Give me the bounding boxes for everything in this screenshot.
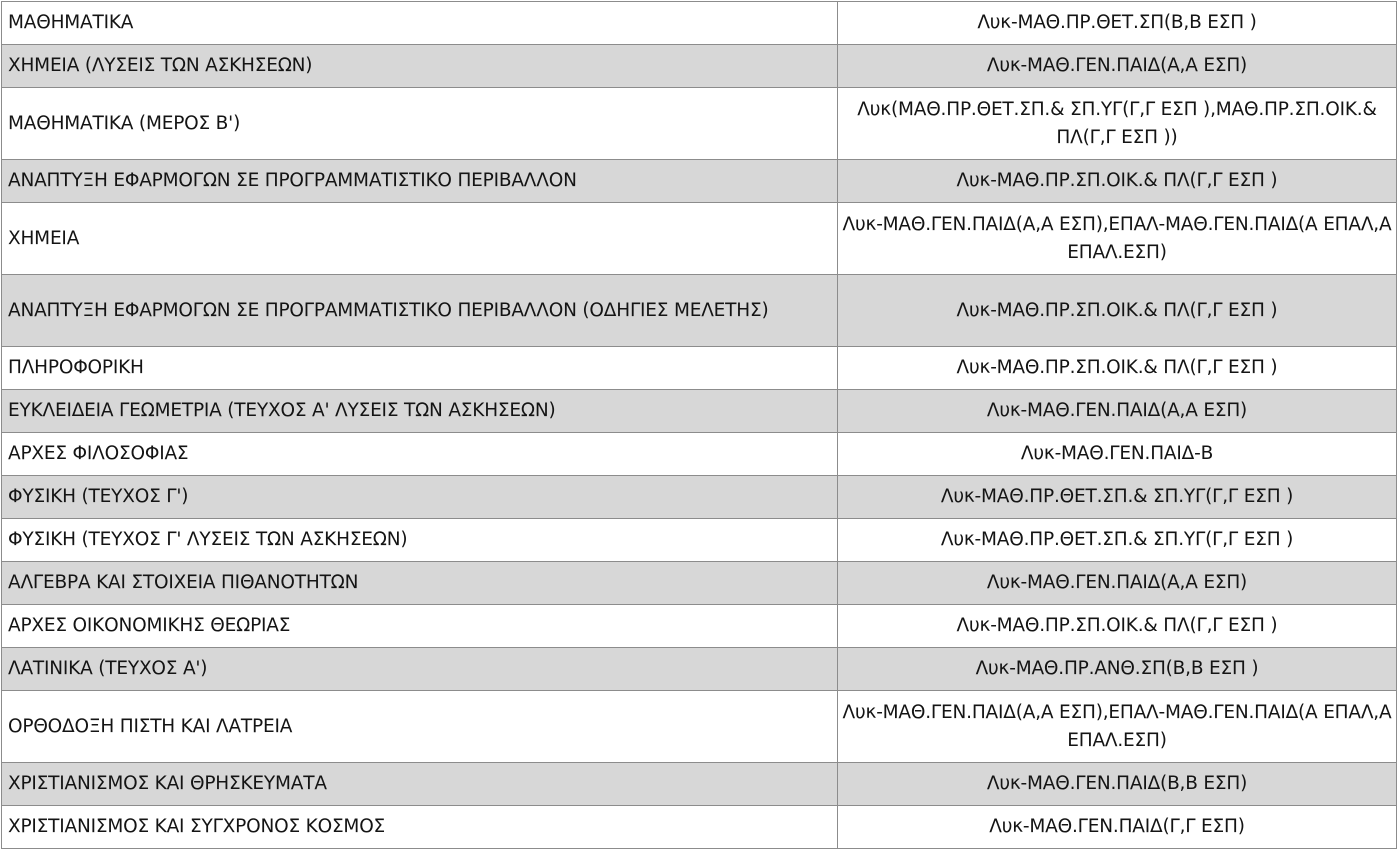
table-row[interactable] bbox=[2, 2, 1397, 45]
course-info: Λυκ-ΜΑΘ.ΠΡ.ΑΝΘ.ΣΠ(Β,Β ΕΣΠ ) bbox=[838, 648, 1397, 691]
book-title[interactable]: ΕΥΚΛΕΙΔΕΙΑ ΓΕΩΜΕΤΡΙΑ (ΤΕΥΧΟΣ Α' ΛΥΣΕΙΣ ΤΩΝ ΑΣΚΗΣΕΩΝ) bbox=[2, 390, 838, 433]
table-row[interactable] bbox=[2, 519, 1397, 562]
book-title[interactable]: ΧΗΜΕΙΑ (ΛΥΣΕΙΣ ΤΩΝ ΑΣΚΗΣΕΩΝ) bbox=[2, 45, 838, 88]
course-info: Λυκ(ΜΑΘ.ΠΡ.ΘΕΤ.ΣΠ.& ΣΠ.ΥΓ(Γ,Γ ΕΣΠ ),ΜΑΘ.ΠΡ.ΣΠ.ΟΙΚ.& ΠΛ(Γ,Γ ΕΣΠ )) bbox=[838, 88, 1397, 160]
book-title[interactable]: ΜΑΘΗΜΑΤΙΚΑ bbox=[2, 2, 838, 45]
book-title[interactable]: ΑΡΧΕΣ ΦΙΛΟΣΟΦΙΑΣ bbox=[2, 433, 838, 476]
table-row[interactable] bbox=[2, 203, 1397, 275]
course-info: Λυκ-ΜΑΘ.ΠΡ.ΣΠ.ΟΙΚ.& ΠΛ(Γ,Γ ΕΣΠ ) bbox=[838, 160, 1397, 203]
book-title[interactable]: ΛΑΤΙΝΙΚΑ (ΤΕΥΧΟΣ Α') bbox=[2, 648, 838, 691]
table-row[interactable] bbox=[2, 160, 1397, 203]
book-title[interactable]: ΑΡΧΕΣ ΟΙΚΟΝΟΜΙΚΗΣ ΘΕΩΡΙΑΣ bbox=[2, 605, 838, 648]
course-info: Λυκ-ΜΑΘ.ΠΡ.ΘΕΤ.ΣΠ.& ΣΠ.ΥΓ(Γ,Γ ΕΣΠ ) bbox=[838, 476, 1397, 519]
course-info: Λυκ-ΜΑΘ.ΠΡ.ΘΕΤ.ΣΠ(Β,Β ΕΣΠ ) bbox=[838, 2, 1397, 45]
table-row[interactable] bbox=[2, 88, 1397, 160]
course-info: Λυκ-ΜΑΘ.ΓΕΝ.ΠΑΙΔ(Α,Α ΕΣΠ) bbox=[838, 45, 1397, 88]
table-row[interactable] bbox=[2, 763, 1397, 806]
book-title[interactable]: ΑΛΓΕΒΡΑ ΚΑΙ ΣΤΟΙΧΕΙΑ ΠΙΘΑΝΟΤΗΤΩΝ bbox=[2, 562, 838, 605]
course-info: Λυκ-ΜΑΘ.ΓΕΝ.ΠΑΙΔ(Β,Β ΕΣΠ) bbox=[838, 763, 1397, 806]
table-row[interactable] bbox=[2, 648, 1397, 691]
course-info: Λυκ-ΜΑΘ.ΠΡ.ΣΠ.ΟΙΚ.& ΠΛ(Γ,Γ ΕΣΠ ) bbox=[838, 605, 1397, 648]
book-title[interactable]: ΑΝΑΠΤΥΞΗ ΕΦΑΡΜΟΓΩΝ ΣΕ ΠΡΟΓΡΑΜΜΑΤΙΣΤΙΚΟ ΠΕΡΙΒΑΛΛΟΝ (ΟΔΗΓΙΕΣ ΜΕΛΕΤΗΣ) bbox=[2, 275, 838, 347]
course-info: Λυκ-ΜΑΘ.ΓΕΝ.ΠΑΙΔ-Β bbox=[838, 433, 1397, 476]
course-info: Λυκ-ΜΑΘ.ΓΕΝ.ΠΑΙΔ(Γ,Γ ΕΣΠ) bbox=[838, 806, 1397, 849]
course-info: Λυκ-ΜΑΘ.ΠΡ.ΣΠ.ΟΙΚ.& ΠΛ(Γ,Γ ΕΣΠ ) bbox=[838, 347, 1397, 390]
course-info: Λυκ-ΜΑΘ.ΓΕΝ.ΠΑΙΔ(Α,Α ΕΣΠ),ΕΠΑΛ-ΜΑΘ.ΓΕΝ.ΠΑΙΔ(Α ΕΠΑΛ,Α ΕΠΑΛ.ΕΣΠ) bbox=[838, 203, 1397, 275]
book-title[interactable]: ΟΡΘΟΔΟΞΗ ΠΙΣΤΗ ΚΑΙ ΛΑΤΡΕΙΑ bbox=[2, 691, 838, 763]
table-row[interactable] bbox=[2, 691, 1397, 763]
book-title[interactable]: ΜΑΘΗΜΑΤΙΚΑ (ΜΕΡΟΣ Β') bbox=[2, 88, 838, 160]
books-table-body bbox=[2, 2, 1397, 849]
book-title[interactable]: ΧΡΙΣΤΙΑΝΙΣΜΟΣ ΚΑΙ ΣΥΓΧΡΟΝΟΣ ΚΟΣΜΟΣ bbox=[2, 806, 838, 849]
table-row[interactable] bbox=[2, 433, 1397, 476]
table-row[interactable] bbox=[2, 45, 1397, 88]
table-row[interactable] bbox=[2, 275, 1397, 347]
book-title[interactable]: ΑΝΑΠΤΥΞΗ ΕΦΑΡΜΟΓΩΝ ΣΕ ΠΡΟΓΡΑΜΜΑΤΙΣΤΙΚΟ ΠΕΡΙΒΑΛΛΟΝ bbox=[2, 160, 838, 203]
table-row[interactable] bbox=[2, 476, 1397, 519]
course-info: Λυκ-ΜΑΘ.ΠΡ.ΣΠ.ΟΙΚ.& ΠΛ(Γ,Γ ΕΣΠ ) bbox=[838, 275, 1397, 347]
table-row[interactable] bbox=[2, 562, 1397, 605]
table-row[interactable] bbox=[2, 806, 1397, 849]
book-title[interactable]: ΧΗΜΕΙΑ bbox=[2, 203, 838, 275]
table-row[interactable] bbox=[2, 390, 1397, 433]
course-info: Λυκ-ΜΑΘ.ΠΡ.ΘΕΤ.ΣΠ.& ΣΠ.ΥΓ(Γ,Γ ΕΣΠ ) bbox=[838, 519, 1397, 562]
course-info: Λυκ-ΜΑΘ.ΓΕΝ.ΠΑΙΔ(Α,Α ΕΣΠ) bbox=[838, 562, 1397, 605]
book-title[interactable]: ΠΛΗΡΟΦΟΡΙΚΗ bbox=[2, 347, 838, 390]
book-title[interactable]: ΦΥΣΙΚΗ (ΤΕΥΧΟΣ Γ') bbox=[2, 476, 838, 519]
table-row[interactable] bbox=[2, 605, 1397, 648]
course-info: Λυκ-ΜΑΘ.ΓΕΝ.ΠΑΙΔ(Α,Α ΕΣΠ),ΕΠΑΛ-ΜΑΘ.ΓΕΝ.ΠΑΙΔ(Α ΕΠΑΛ,Α ΕΠΑΛ.ΕΣΠ) bbox=[838, 691, 1397, 763]
book-title[interactable]: ΧΡΙΣΤΙΑΝΙΣΜΟΣ ΚΑΙ ΘΡΗΣΚΕΥΜΑΤΑ bbox=[2, 763, 838, 806]
course-info: Λυκ-ΜΑΘ.ΓΕΝ.ΠΑΙΔ(Α,Α ΕΣΠ) bbox=[838, 390, 1397, 433]
table-row[interactable] bbox=[2, 347, 1397, 390]
book-title[interactable]: ΦΥΣΙΚΗ (ΤΕΥΧΟΣ Γ' ΛΥΣΕΙΣ ΤΩΝ ΑΣΚΗΣΕΩΝ) bbox=[2, 519, 838, 562]
books-table bbox=[1, 1, 1397, 849]
